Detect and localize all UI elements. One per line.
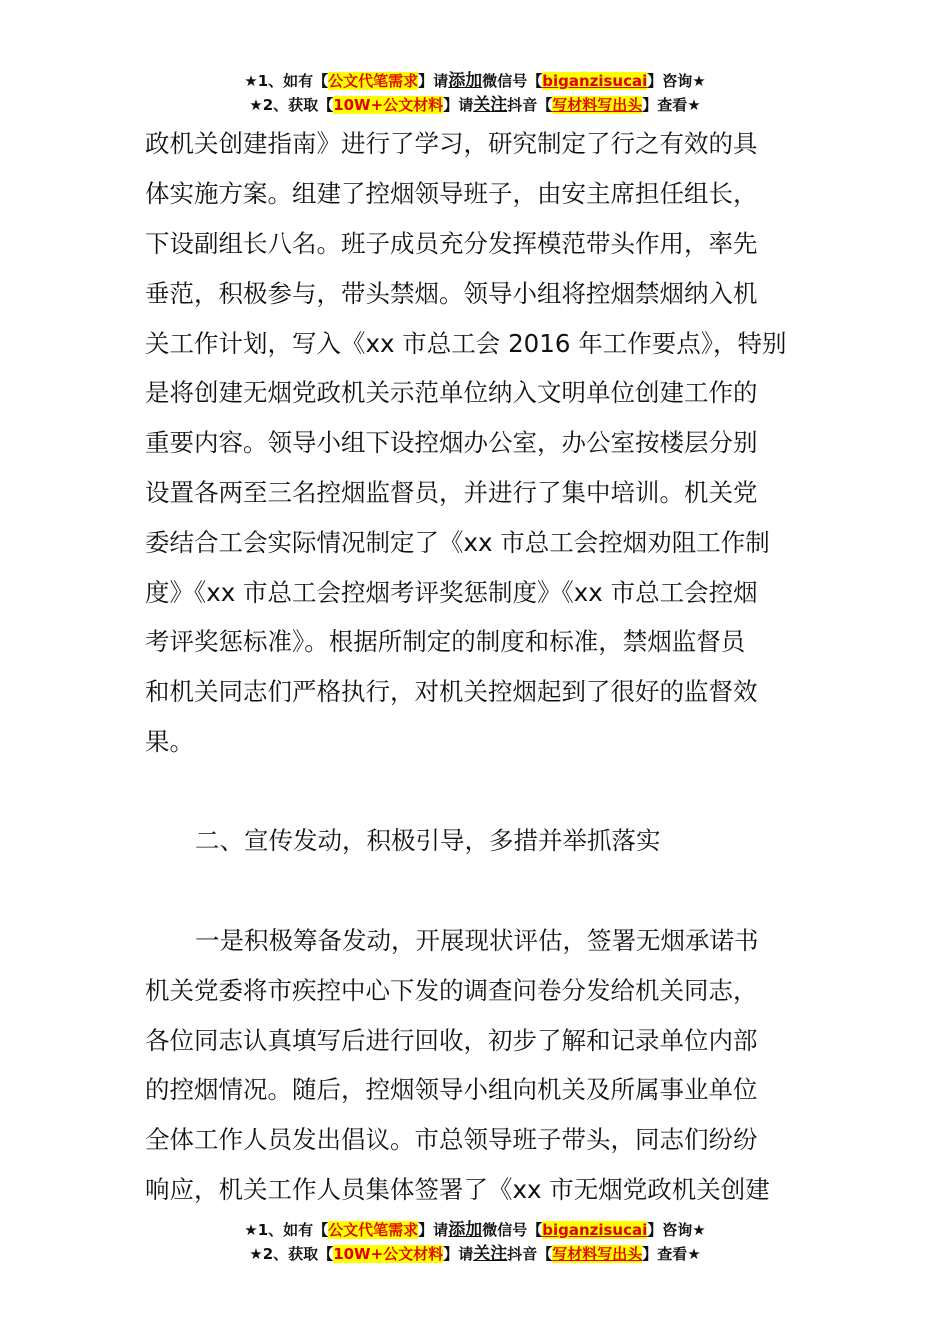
emphasis-text: 关注	[473, 1244, 508, 1264]
wechat-id: biganzisucai	[542, 1221, 648, 1239]
banner-line-1	[0, 69, 950, 93]
body-line: 体实施方案。组建了控烟领导班子，由安主席担任组长，	[145, 179, 758, 208]
text: 】请	[418, 1221, 449, 1239]
text: ★2、获取【	[249, 96, 334, 114]
text: 抖音【	[507, 96, 553, 114]
text: 抖音【	[507, 1245, 553, 1263]
highlight-text: 公文代笔需求	[328, 1221, 419, 1239]
text: 微信号【	[482, 1221, 543, 1239]
body-line: 的控烟情况。随后，控烟领导小组向机关及所属事业单位	[145, 1075, 758, 1104]
body-line: 是将创建无烟党政机关示范单位纳入文明单位创建工作的	[145, 378, 758, 407]
body-line: 一是积极筹备发动，开展现状评估，签署无烟承诺书	[195, 926, 759, 955]
text: 】请	[443, 1245, 474, 1263]
body-line: 设置各两至三名控烟监督员，并进行了集中培训。机关党	[145, 478, 758, 507]
douyin-id: 写材料写出头	[552, 96, 643, 114]
text: ★2、获取【	[249, 1245, 334, 1263]
body-line: 重要内容。领导小组下设控烟办公室，办公室按楼层分别	[145, 428, 758, 457]
body-line: 度》《xx 市总工会控烟考评奖惩制度》《xx 市总工会控烟	[145, 578, 758, 607]
text: 微信号【	[482, 72, 543, 90]
footer-banner	[0, 1218, 950, 1266]
section-heading: 二、宣传发动，积极引导，多措并举抓落实	[195, 826, 661, 855]
body-line: 关工作计划，写入《xx 市总工会 2016 年工作要点》，特别	[145, 329, 787, 358]
body-line: 和机关同志们严格执行，对机关控烟起到了很好的监督效	[145, 677, 758, 706]
emphasis-text: 关注	[473, 95, 508, 115]
emphasis-text: 添加	[448, 1220, 483, 1240]
text: ★1、如有【	[244, 1221, 329, 1239]
header-banner	[0, 69, 950, 117]
body-line: 垂范，积极参与，带头禁烟。领导小组将控烟禁烟纳入机	[145, 279, 758, 308]
wechat-id: biganzisucai	[542, 72, 648, 90]
text: 】查看★	[642, 1245, 701, 1263]
body-line: 各位同志认真填写后进行回收，初步了解和记录单位内部	[145, 1026, 758, 1055]
body-line: 响应，机关工作人员集体签署了《xx 市无烟党政机关创建	[145, 1175, 770, 1204]
highlight-text: 10W+公文材料	[333, 1245, 444, 1263]
text: ★1、如有【	[244, 72, 329, 90]
banner-line-2	[0, 93, 950, 117]
body-line: 机关党委将市疾控中心下发的调查问卷分发给机关同志，	[145, 976, 758, 1005]
text: 】咨询★	[647, 1221, 706, 1239]
highlight-text: 公文代笔需求	[328, 72, 419, 90]
douyin-id: 写材料写出头	[552, 1245, 643, 1263]
text: 】查看★	[642, 96, 701, 114]
text: 】请	[418, 72, 449, 90]
emphasis-text: 添加	[448, 71, 483, 91]
body-line: 考评奖惩标准》。根据所制定的制度和标准，禁烟监督员	[145, 627, 746, 656]
body-line: 委结合工会实际情况制定了《xx 市总工会控烟劝阻工作制	[145, 528, 770, 557]
body-line: 果。	[145, 727, 194, 756]
banner-line-1	[0, 1218, 950, 1242]
body-line: 全体工作人员发出倡议。市总领导班子带头，同志们纷纷	[145, 1125, 758, 1154]
body-line: 下设副组长八名。班子成员充分发挥模范带头作用，率先	[145, 229, 758, 258]
text: 】咨询★	[647, 72, 706, 90]
body-line: 政机关创建指南》进行了学习，研究制定了行之有效的具	[145, 129, 758, 158]
text: 】请	[443, 96, 474, 114]
highlight-text: 10W+公文材料	[333, 96, 444, 114]
banner-line-2	[0, 1242, 950, 1266]
